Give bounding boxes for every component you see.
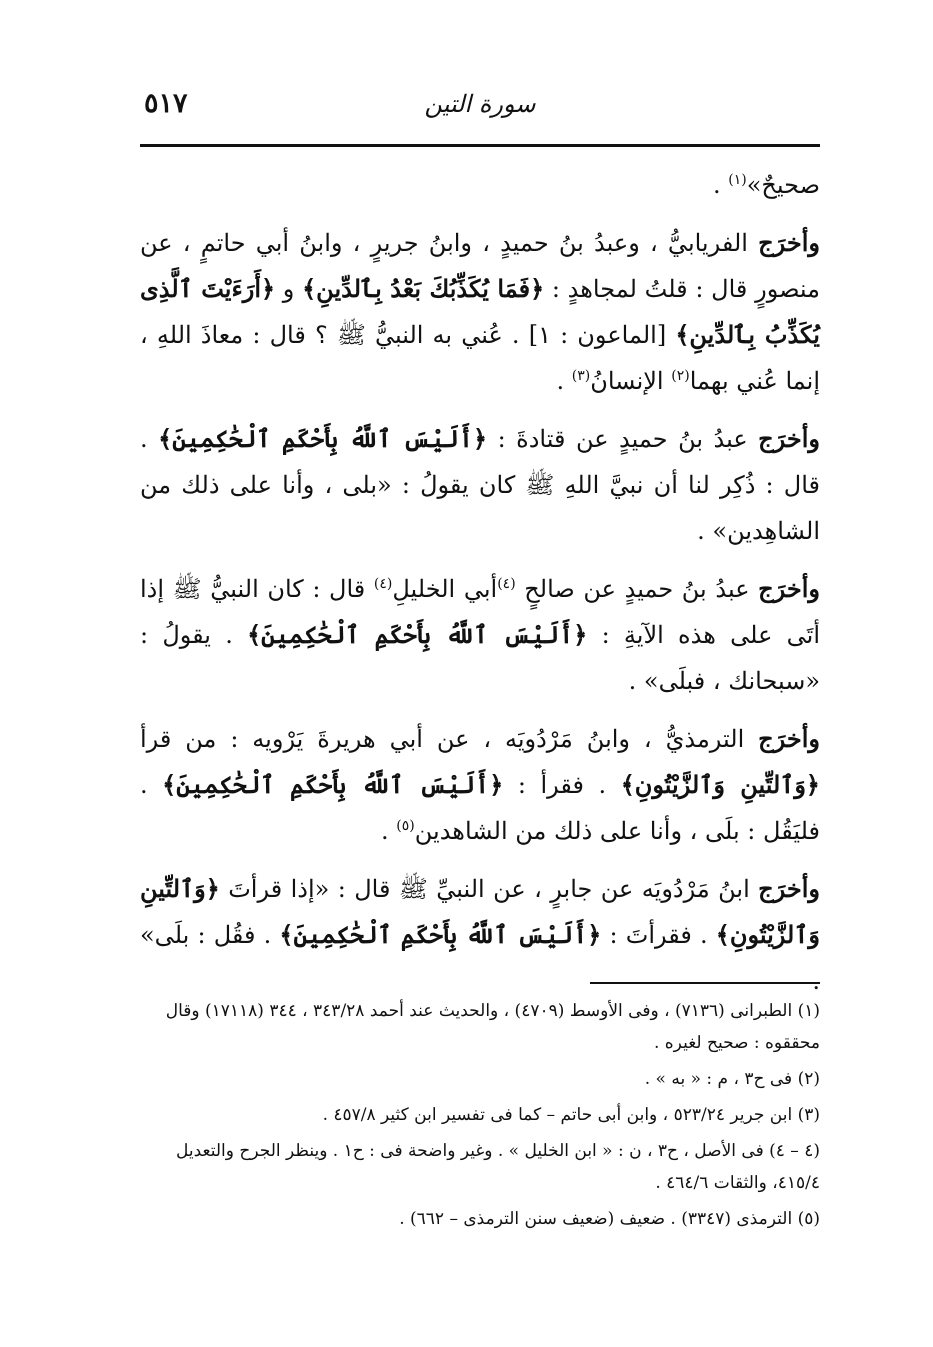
paragraph [140,220,820,404]
quran-verse: ﴿وَٱلتِّينِ وَٱلزَّيْتُونِ﴾ [140,874,820,949]
paragraph [140,416,820,554]
paragraph-text: الفريابيُّ ، وعبدُ بنُ حميدٍ ، وابنُ جريرٍ ، وابنُ أبي حاتمٍ ، عن منصورٍ قال : قلتُ لمجاهدٍ : [140,229,820,303]
paragraph-text: . [712,171,729,199]
header-rule [140,144,820,147]
paragraph-lead-word: وأخرَج [758,724,820,753]
footnote-ref: (٥) [396,818,415,834]
footnote: (٤ – ٤) فى الأصل ، ح٣ ، ن : « ابن الخليل » . وغير واضحة فى : ح١ . وينظر الجرح والتعديل ٤١٥/٤، والثقات ٤٦٤/٦ . [176,1141,820,1193]
paragraph-text: عبدُ بنُ حميدٍ عن صالحٍ [515,575,759,603]
paragraph-text: ابنُ مَرْدُويَه عن جابرٍ ، عن النبيِّ ﷺ قال : «إذا قرأتَ [219,875,759,903]
paragraph-lead-word: وأخرَج [758,228,820,257]
paragraph-text: . يقولُ : «سبحانك ، فبلَى» . [140,621,820,695]
main-text [140,162,820,1004]
paragraph-text: قال : كان النبيُّ ﷺ إذا أتَى على هذه الآيةِ : [140,575,820,649]
paragraph-text: . [381,817,397,845]
paragraph-text: . فقُل : بلَى» . [140,921,820,995]
paragraph-lead-word: وأخرَج [758,874,820,903]
footnote-ref: (٤) [497,576,516,592]
running-title: سورة التين [424,90,536,118]
paragraph-text: عبدُ بنُ حميدٍ عن قتادةَ : [487,425,759,453]
paragraph-text: [الماعون : ١] . عُني به النبيُّ ﷺ ؟ قال : معاذَ اللهِ ، إنما عُني بهما [140,321,820,395]
paragraph-text: . قال : ذُكِر لنا أن نبيَّ اللهِ ﷺ كان يقولُ : «بلى ، وأنا على ذلك من الشاهِدين» . [140,425,820,545]
paragraph-lead-word: وأخرَج [758,574,820,603]
paragraph-text: الترمذيُّ ، وابنُ مَرْدُويَه ، عن أبي هريرةَ يَرْويه : من قرأ [140,725,759,753]
footnote-ref: (٤) [373,576,393,592]
book-page [140,80,820,1280]
paragraph-text: صحيحٌ» [746,171,820,199]
footnote: (٥) الترمذى (٣٣٤٧) . ضعيف (ضعيف سنن الترمذى – ٦٦٢) . [399,1209,820,1229]
paragraph-text: الإنسانُ [590,367,672,395]
quran-verse: ﴿وَٱلتِّينِ وَٱلزَّيْتُونِ﴾ [620,770,820,799]
footnote-ref: (٣) [571,368,591,384]
footnote-rule [590,982,820,984]
paragraph-text: أبي الخليلِ [392,575,498,603]
page-header [140,86,820,126]
footnote: (٢) فى ح٣ ، م : « به » . [644,1069,820,1089]
footnote-ref: (٢) [671,368,690,384]
paragraph-text: . فقرأتَ : [601,921,716,949]
quran-verse: ﴿أَلَيْسَ ٱللَّهُ بِأَحْكَمِ ٱلْحَٰكِمِينَ﴾ [158,424,488,453]
quran-verse: ﴿فَمَا يُكَذِّبُكَ بَعْدُ بِٱلدِّينِ﴾ [302,274,545,303]
footnote: (٣) ابن جرير ٥٢٣/٢٤ ، وابن أبى حاتم – كما فى تفسير ابن كثير ٤٥٧/٨ . [322,1105,820,1125]
quran-verse: ﴿أَلَيْسَ ٱللَّهُ بِأَحْكَمِ ٱلْحَٰكِمِينَ﴾ [247,620,588,649]
paragraph-lead-word: وأخرَج [758,424,820,453]
paragraph-text: و [275,275,303,303]
paragraph-text: . [556,367,572,395]
quran-verse: ﴿أَلَيْسَ ٱللَّهُ بِأَحْكَمِ ٱلْحَٰكِمِينَ﴾ [162,770,504,799]
footnote: (١) الطبرانى (٧١٣٦) ، وفى الأوسط (٤٧٠٩) ، والحديث عند أحمد ٣٤٣/٢٨ ، ٣٤٤ (١٧١١٨) وقال محققوه : صحيح لغيره . [165,1001,820,1053]
page-number: ٥١٧ [144,88,188,119]
paragraph-text: . فقرأ : [503,771,621,799]
paragraph [140,716,820,854]
quran-verse: ﴿أَرَءَيْتَ ٱلَّذِى يُكَذِّبُ بِٱلدِّينِ﴾ [140,274,820,349]
paragraph [140,566,820,704]
paragraph-text: . فليَقُل : بلَى ، وأنا على ذلك من الشاهدين [140,771,820,845]
quran-verse: ﴿أَلَيْسَ ٱللَّهُ بِأَحْكَمِ ٱلْحَٰكِمِينَ﴾ [279,920,602,949]
paragraph [140,162,820,208]
footnotes [140,995,820,1239]
footnote-ref: (١) [728,172,747,188]
